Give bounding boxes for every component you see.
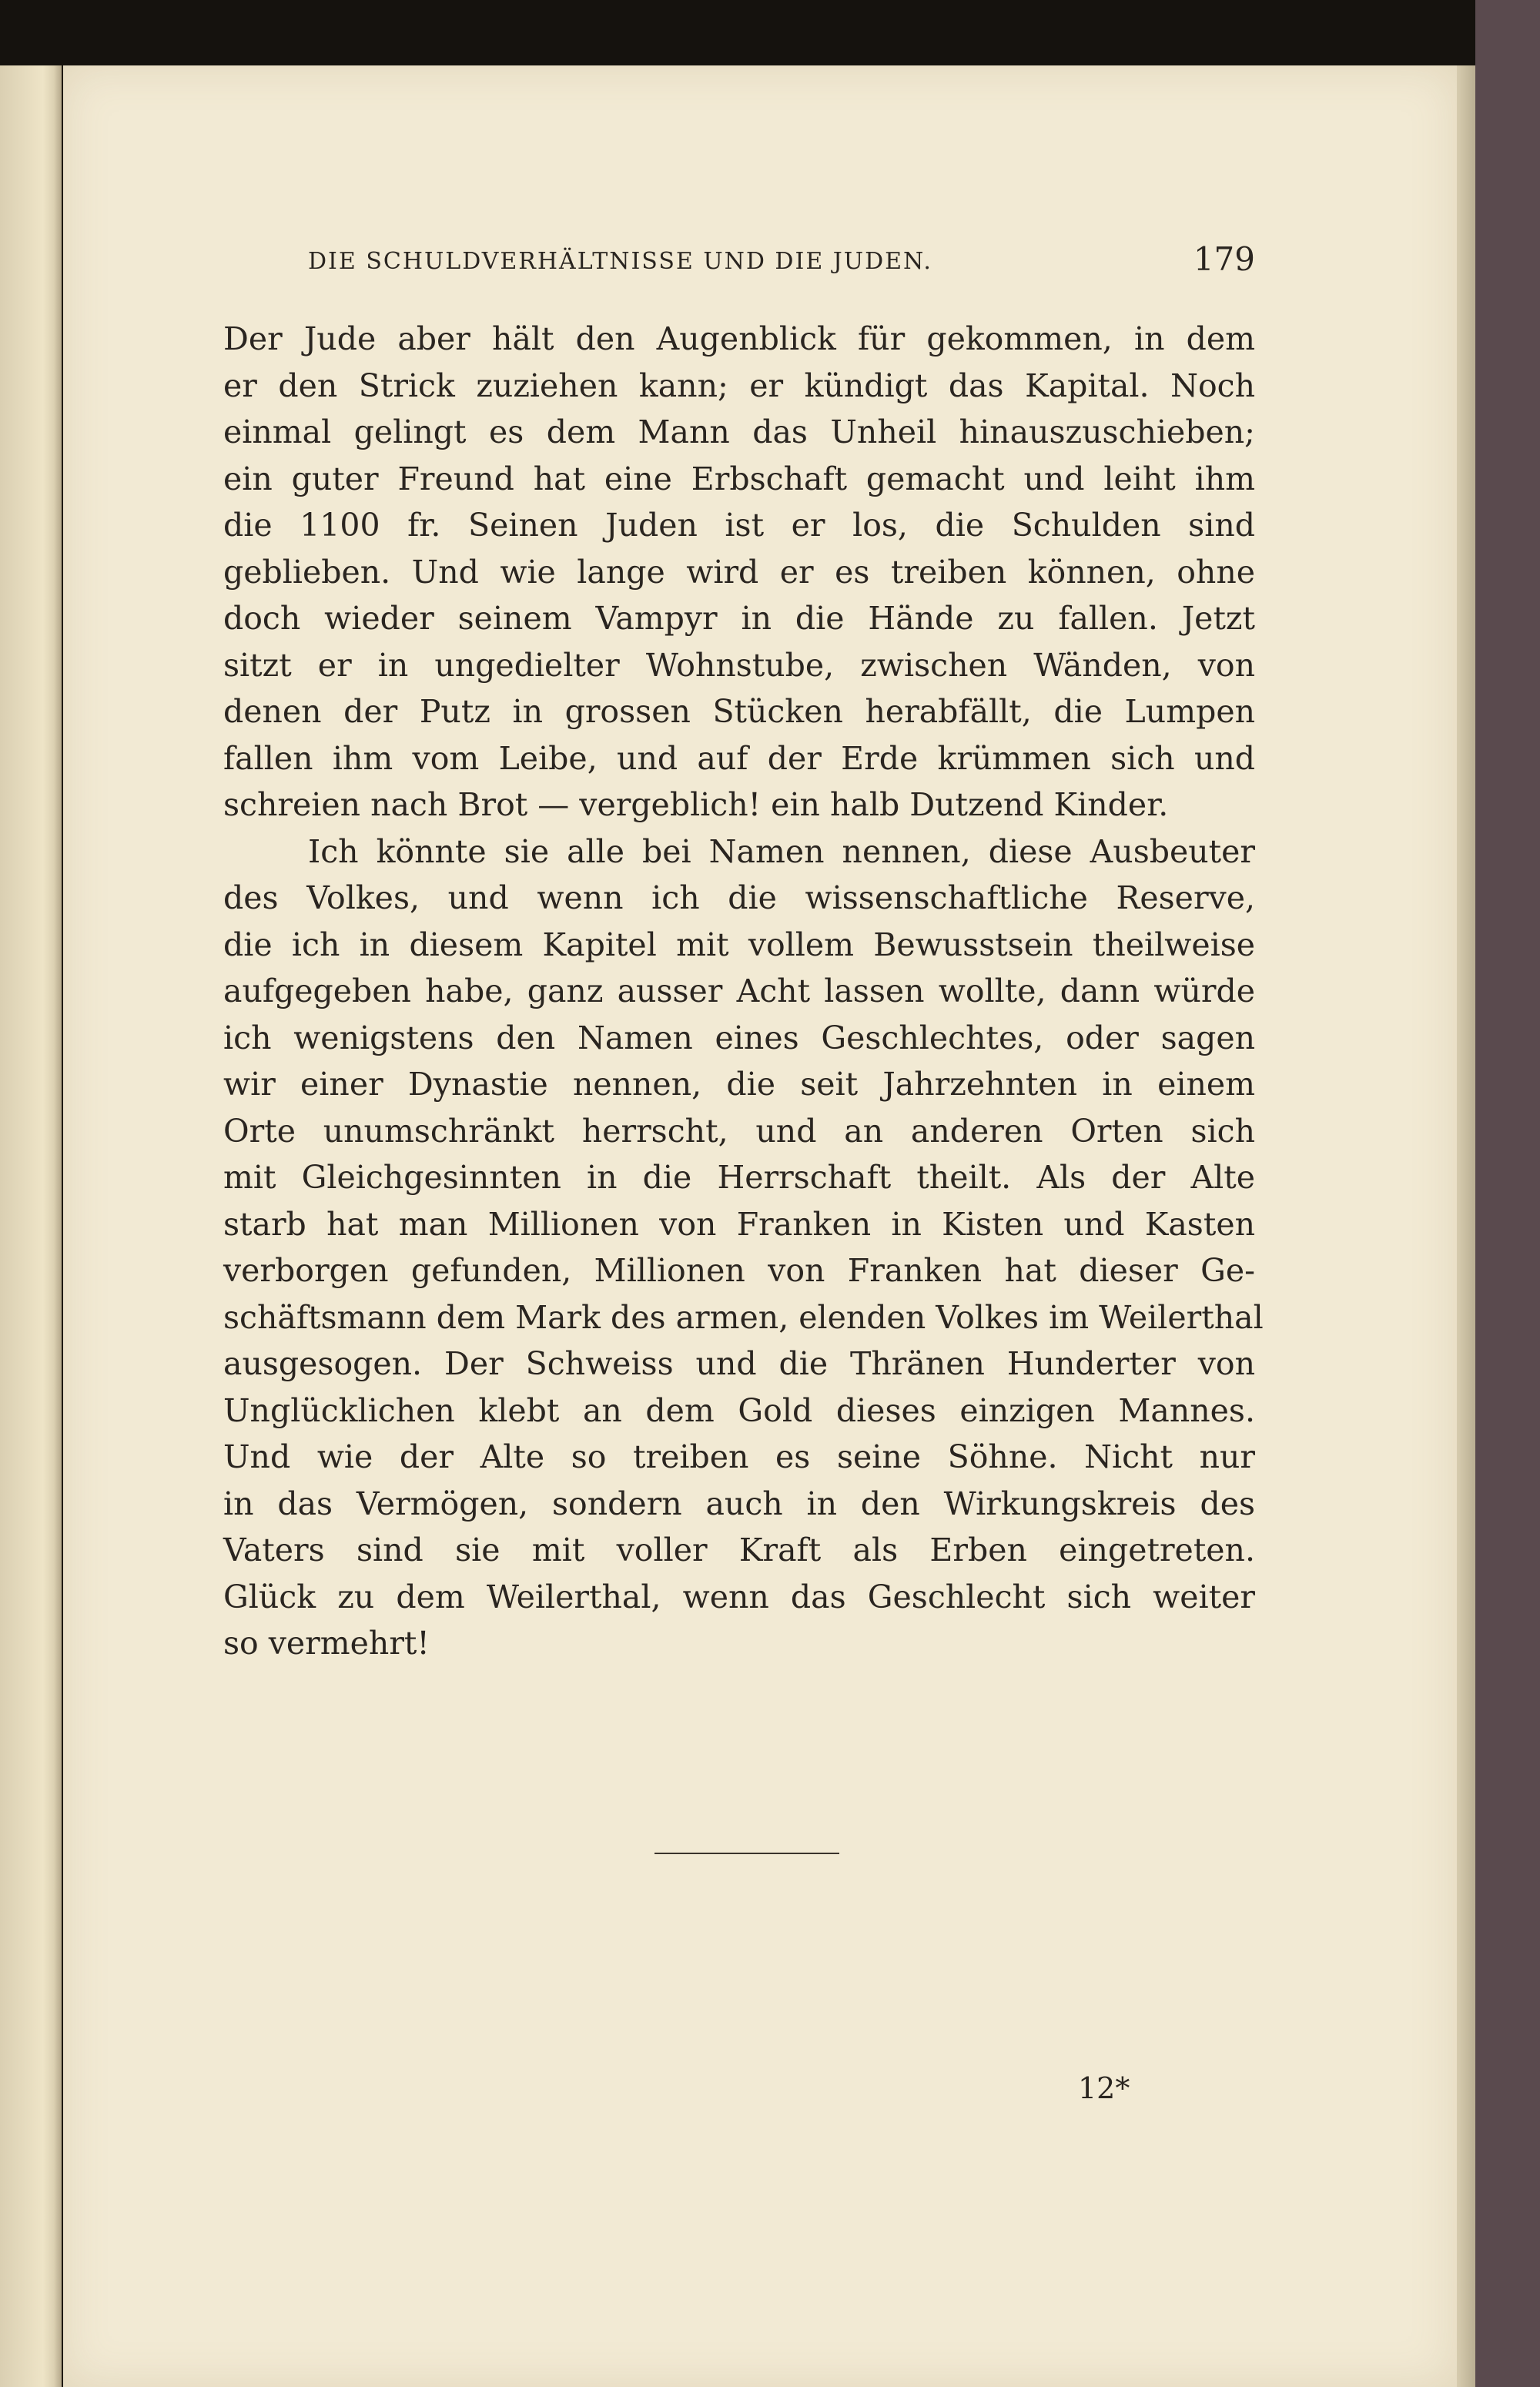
text-line: sitzt er in ungedielter Wohnstube, zwischen Wänden, von — [223, 646, 1255, 684]
page-edge-right — [1457, 65, 1475, 2387]
text-line: des Volkes, und wenn ich die wissenschaftliche Reserve, — [223, 879, 1255, 916]
text-line: Und wie der Alte so treiben es seine Söhne. Nicht nur — [223, 1438, 1255, 1475]
text-line: geblieben. Und wie lange wird er es treiben können, ohne — [223, 553, 1255, 591]
text-line: Glück zu dem Weilerthal, wenn das Geschlecht sich weiter — [223, 1578, 1255, 1615]
text-line: mit Gleichgesinnten in die Herrschaft theilt. Als der Alte — [223, 1159, 1255, 1196]
text-line: schäftsmann dem Mark des armen, elenden Volkes im Weilerthal — [223, 1298, 1264, 1336]
text-line: fallen ihm vom Leibe, und auf der Erde krümmen sich und — [223, 739, 1255, 777]
text-line: einmal gelingt es dem Mann das Unheil hinauszuschieben; — [223, 413, 1255, 450]
text-line: wir einer Dynastie nennen, die seit Jahrzehnten in einem — [223, 1066, 1255, 1103]
signature-mark: 12* — [1078, 2071, 1130, 2105]
text-line: er den Strick zuziehen kann; er kündigt das Kapital. Noch — [223, 367, 1255, 404]
text-line: ausgesogen. Der Schweiss und die Thränen Hunderter von — [223, 1345, 1255, 1382]
text-line: Der Jude aber hält den Augenblick für gekommen, in dem — [223, 320, 1255, 357]
text-line: starb hat man Millionen von Franken in Kisten und Kasten — [223, 1205, 1255, 1243]
paragraph-first-line: Ich könnte sie alle bei Namen nennen, diese Ausbeuter — [308, 832, 1255, 870]
text-line: doch wieder seinem Vampyr in die Hände zu fallen. Jetzt — [223, 600, 1255, 637]
text-line: Vaters sind sie mit voller Kraft als Erben eingetreten. — [223, 1532, 1255, 1568]
text-line: ein guter Freund hat eine Erbschaft gemacht und leiht ihm — [223, 460, 1255, 497]
text-line: ich wenigstens den Namen eines Geschlechtes, oder sagen — [223, 1019, 1255, 1056]
scan-background-top — [0, 0, 1540, 65]
facing-page-edge — [0, 0, 62, 2387]
text-line: die 1100 fr. Seinen Juden ist er los, die Schulden sind — [223, 507, 1255, 544]
text-line: Orte unumschränkt herrscht, und an anderen Orten sich — [223, 1112, 1255, 1150]
running-title: DIE SCHULDVERHÄLTNISSE UND DIE JUDEN. — [308, 248, 932, 275]
running-head — [308, 240, 1255, 286]
text-line: schreien nach Brot — vergeblich! ein halb Dutzend Kinder. — [223, 786, 1169, 823]
text-line: die ich in diesem Kapitel mit vollem Bewusstsein theilweise — [223, 926, 1255, 963]
body-text — [223, 316, 1264, 1667]
end-rule — [654, 1853, 839, 1854]
text-line: in das Vermögen, sondern auch in den Wirkungskreis des — [223, 1485, 1255, 1522]
text-line: denen der Putz in grossen Stücken herabfällt, die Lumpen — [223, 693, 1255, 730]
text-line: so vermehrt! — [223, 1625, 430, 1662]
text-line: verborgen gefunden, Millionen von Franken hat dieser Ge- — [223, 1252, 1255, 1289]
text-line: Unglücklichen klebt an dem Gold dieses einzigen Mannes. — [223, 1391, 1255, 1429]
text-line: aufgegeben habe, ganz ausser Acht lassen wollte, dann würde — [223, 973, 1255, 1009]
page-number: 179 — [1193, 240, 1255, 278]
book-cover-edge — [1475, 0, 1540, 2387]
